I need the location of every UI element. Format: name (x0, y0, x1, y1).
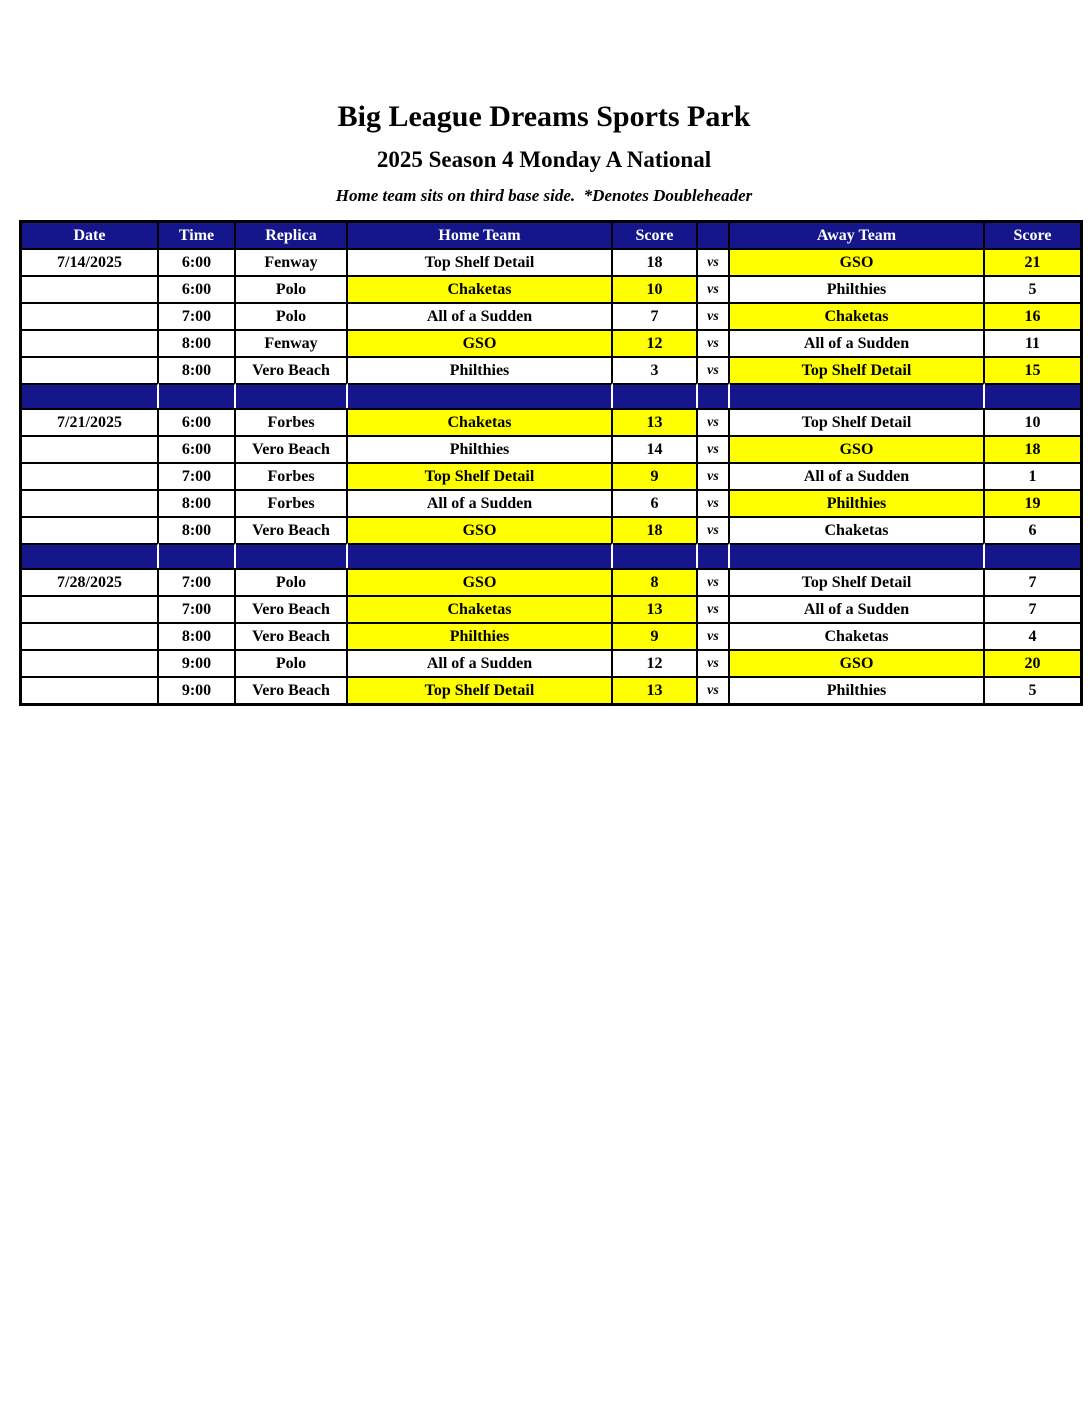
away-score-cell: 16 (985, 302, 1080, 329)
separator-cell (159, 543, 236, 568)
replica-cell: Polo (236, 568, 348, 595)
separator-cell (698, 383, 730, 408)
vs-cell: vs (698, 248, 730, 275)
separator-cell (613, 383, 698, 408)
separator-cell (985, 383, 1080, 408)
home-team-cell: Top Shelf Detail (348, 676, 613, 703)
date-cell (22, 489, 159, 516)
replica-cell: Vero Beach (236, 595, 348, 622)
time-cell: 9:00 (159, 649, 236, 676)
away-score-cell: 5 (985, 275, 1080, 302)
separator-cell (159, 383, 236, 408)
separator-cell (730, 383, 985, 408)
date-cell (22, 275, 159, 302)
away-team-cell: Chaketas (730, 302, 985, 329)
date-cell (22, 649, 159, 676)
vs-cell: vs (698, 435, 730, 462)
home-team-cell: Top Shelf Detail (348, 248, 613, 275)
away-score-cell: 5 (985, 676, 1080, 703)
separator-cell (730, 543, 985, 568)
game-row (22, 676, 1080, 703)
game-row (22, 329, 1080, 356)
home-score-cell: 13 (613, 595, 698, 622)
separator-cell (236, 383, 348, 408)
replica-cell: Vero Beach (236, 676, 348, 703)
header-replica: Replica (236, 223, 348, 248)
away-team-cell: Philthies (730, 275, 985, 302)
game-row (22, 489, 1080, 516)
header-home-team: Home Team (348, 223, 613, 248)
header-home-score: Score (613, 223, 698, 248)
vs-cell: vs (698, 275, 730, 302)
away-team-cell: All of a Sudden (730, 462, 985, 489)
away-team-cell: GSO (730, 435, 985, 462)
vs-cell: vs (698, 408, 730, 435)
home-team-cell: Top Shelf Detail (348, 462, 613, 489)
game-row (22, 275, 1080, 302)
replica-cell: Vero Beach (236, 516, 348, 543)
home-team-cell: GSO (348, 568, 613, 595)
away-score-cell: 21 (985, 248, 1080, 275)
home-team-cell: Chaketas (348, 408, 613, 435)
away-score-cell: 10 (985, 408, 1080, 435)
away-score-cell: 7 (985, 595, 1080, 622)
home-score-cell: 12 (613, 329, 698, 356)
date-cell (22, 595, 159, 622)
date-cell (22, 329, 159, 356)
vs-cell: vs (698, 595, 730, 622)
header-time: Time (159, 223, 236, 248)
date-cell (22, 302, 159, 329)
separator-cell (22, 543, 159, 568)
vs-cell: vs (698, 302, 730, 329)
time-cell: 8:00 (159, 329, 236, 356)
time-cell: 6:00 (159, 408, 236, 435)
date-cell (22, 435, 159, 462)
game-row (22, 435, 1080, 462)
game-row (22, 595, 1080, 622)
home-team-cell: All of a Sudden (348, 302, 613, 329)
time-cell: 6:00 (159, 275, 236, 302)
page-title: Big League Dreams Sports Park (337, 100, 751, 133)
vs-cell: vs (698, 622, 730, 649)
separator-cell (613, 543, 698, 568)
home-team-cell: GSO (348, 516, 613, 543)
away-team-cell: Philthies (730, 676, 985, 703)
home-score-cell: 9 (613, 622, 698, 649)
page-note: Home team sits on third base side. *Denotes Doubleheader (335, 186, 753, 206)
home-score-cell: 13 (613, 408, 698, 435)
away-score-cell: 19 (985, 489, 1080, 516)
replica-cell: Vero Beach (236, 435, 348, 462)
away-team-cell: All of a Sudden (730, 595, 985, 622)
home-score-cell: 18 (613, 248, 698, 275)
home-score-cell: 18 (613, 516, 698, 543)
game-row (22, 248, 1080, 275)
away-score-cell: 15 (985, 356, 1080, 383)
date-cell: 7/14/2025 (22, 248, 159, 275)
away-team-cell: Top Shelf Detail (730, 408, 985, 435)
date-cell (22, 356, 159, 383)
separator-cell (22, 383, 159, 408)
page-header (0, 0, 1088, 206)
game-row (22, 462, 1080, 489)
home-score-cell: 9 (613, 462, 698, 489)
home-team-cell: Chaketas (348, 595, 613, 622)
vs-cell: vs (698, 462, 730, 489)
away-team-cell: All of a Sudden (730, 329, 985, 356)
vs-cell: vs (698, 649, 730, 676)
separator-cell (348, 543, 613, 568)
schedule-table (19, 220, 1083, 706)
away-score-cell: 20 (985, 649, 1080, 676)
time-cell: 7:00 (159, 462, 236, 489)
header-row (22, 223, 1080, 248)
page-subtitle: 2025 Season 4 Monday A National (376, 147, 712, 172)
replica-cell: Vero Beach (236, 356, 348, 383)
game-row (22, 649, 1080, 676)
game-row (22, 622, 1080, 649)
time-cell: 9:00 (159, 676, 236, 703)
replica-cell: Polo (236, 302, 348, 329)
vs-cell: vs (698, 356, 730, 383)
home-score-cell: 13 (613, 676, 698, 703)
away-score-cell: 6 (985, 516, 1080, 543)
time-cell: 6:00 (159, 248, 236, 275)
away-team-cell: GSO (730, 248, 985, 275)
game-row (22, 568, 1080, 595)
vs-cell: vs (698, 329, 730, 356)
game-row (22, 408, 1080, 435)
time-cell: 7:00 (159, 568, 236, 595)
replica-cell: Polo (236, 649, 348, 676)
date-cell: 7/21/2025 (22, 408, 159, 435)
date-cell: 7/28/2025 (22, 568, 159, 595)
header-away-team: Away Team (730, 223, 985, 248)
date-cell (22, 516, 159, 543)
time-cell: 8:00 (159, 356, 236, 383)
replica-cell: Forbes (236, 462, 348, 489)
home-score-cell: 8 (613, 568, 698, 595)
replica-cell: Fenway (236, 329, 348, 356)
home-team-cell: Philthies (348, 356, 613, 383)
home-team-cell: GSO (348, 329, 613, 356)
date-cell (22, 622, 159, 649)
header-away-score: Score (985, 223, 1080, 248)
header-vs (698, 223, 730, 248)
replica-cell: Vero Beach (236, 622, 348, 649)
game-row (22, 302, 1080, 329)
time-cell: 6:00 (159, 435, 236, 462)
replica-cell: Forbes (236, 408, 348, 435)
schedule-body (22, 248, 1080, 703)
away-team-cell: Top Shelf Detail (730, 568, 985, 595)
away-team-cell: GSO (730, 649, 985, 676)
time-cell: 7:00 (159, 302, 236, 329)
home-team-cell: All of a Sudden (348, 649, 613, 676)
header-date: Date (22, 223, 159, 248)
time-cell: 7:00 (159, 595, 236, 622)
away-score-cell: 18 (985, 435, 1080, 462)
home-team-cell: Chaketas (348, 275, 613, 302)
separator-row (22, 543, 1080, 568)
replica-cell: Forbes (236, 489, 348, 516)
time-cell: 8:00 (159, 622, 236, 649)
game-row (22, 516, 1080, 543)
separator-row (22, 383, 1080, 408)
home-score-cell: 7 (613, 302, 698, 329)
separator-cell (236, 543, 348, 568)
home-score-cell: 12 (613, 649, 698, 676)
vs-cell: vs (698, 489, 730, 516)
game-row (22, 356, 1080, 383)
away-team-cell: Chaketas (730, 516, 985, 543)
separator-cell (348, 383, 613, 408)
time-cell: 8:00 (159, 516, 236, 543)
vs-cell: vs (698, 516, 730, 543)
home-team-cell: All of a Sudden (348, 489, 613, 516)
away-score-cell: 11 (985, 329, 1080, 356)
replica-cell: Fenway (236, 248, 348, 275)
replica-cell: Polo (236, 275, 348, 302)
time-cell: 8:00 (159, 489, 236, 516)
separator-cell (985, 543, 1080, 568)
vs-cell: vs (698, 568, 730, 595)
date-cell (22, 676, 159, 703)
away-team-cell: Top Shelf Detail (730, 356, 985, 383)
away-team-cell: Philthies (730, 489, 985, 516)
home-score-cell: 10 (613, 275, 698, 302)
home-team-cell: Philthies (348, 622, 613, 649)
home-score-cell: 6 (613, 489, 698, 516)
away-score-cell: 1 (985, 462, 1080, 489)
separator-cell (698, 543, 730, 568)
home-score-cell: 3 (613, 356, 698, 383)
date-cell (22, 462, 159, 489)
home-score-cell: 14 (613, 435, 698, 462)
vs-cell: vs (698, 676, 730, 703)
away-score-cell: 7 (985, 568, 1080, 595)
away-team-cell: Chaketas (730, 622, 985, 649)
away-score-cell: 4 (985, 622, 1080, 649)
home-team-cell: Philthies (348, 435, 613, 462)
